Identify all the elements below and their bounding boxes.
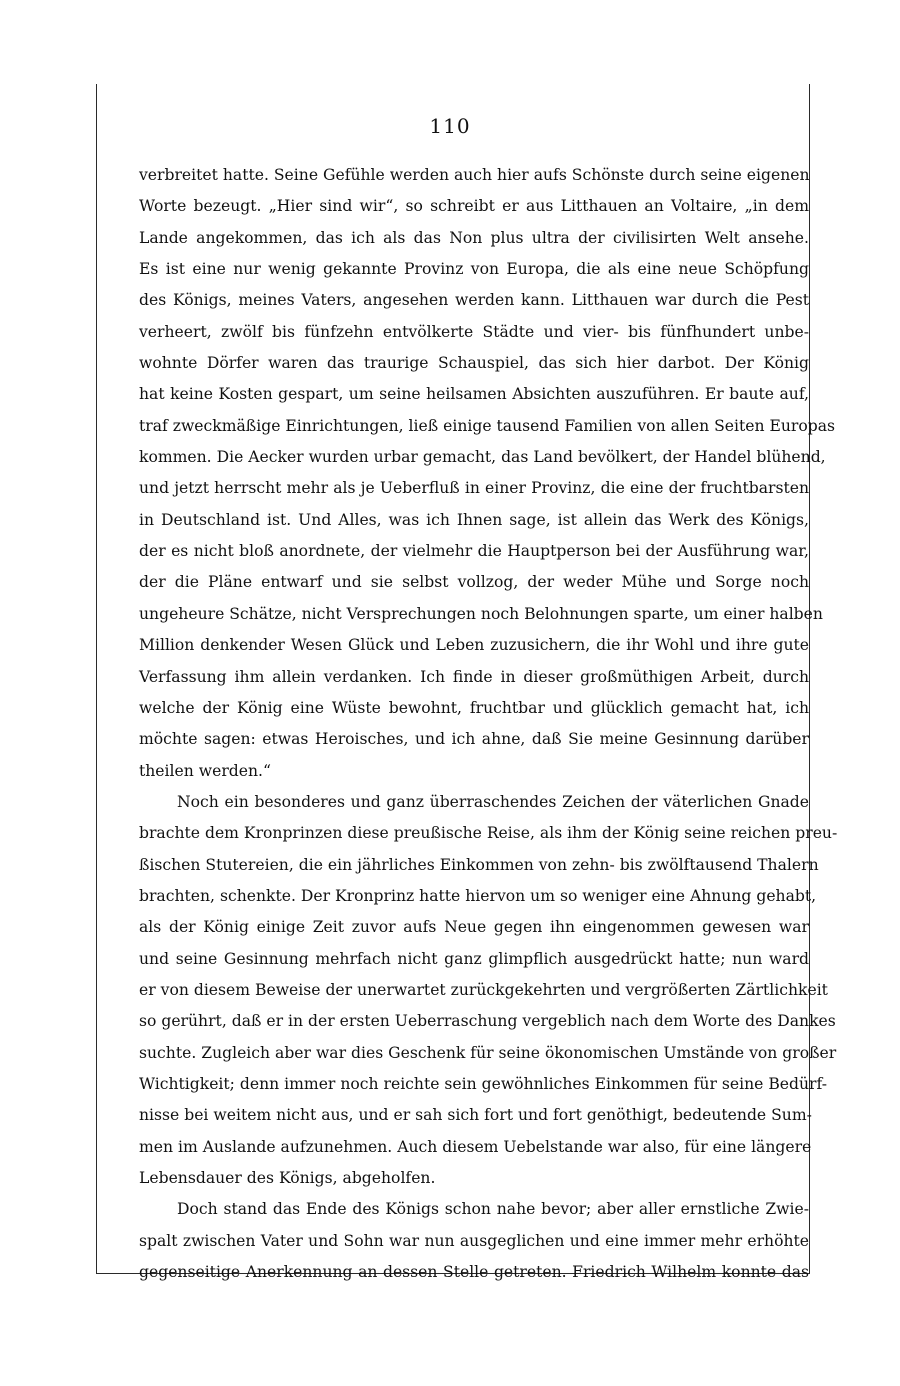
text-line: ungeheure Schätze, nicht Versprechungen noch Belohnungen sparte, um einer halben xyxy=(139,604,823,623)
text-line: theilen werden.“ xyxy=(139,761,271,780)
page-number: 110 xyxy=(429,114,471,138)
text-line: Verfassung ihm allein verdanken. Ich finde in dieser großmüthigen Arbeit, durch xyxy=(139,667,809,686)
text-line: Es ist eine nur wenig gekannte Provinz von Europa, die als eine neue Schöpfung xyxy=(139,260,809,279)
text-line: Wichtigkeit; denn immer noch reichte sein gewöhnliches Einkommen für seine Bedürf- xyxy=(139,1074,827,1093)
body-text xyxy=(139,160,838,1288)
text-line: brachten, schenkte. Der Kronprinz hatte hiervon um so weniger eine Ahnung gehabt, xyxy=(139,886,817,905)
text-line: der die Pläne entwarf und sie selbst vollzog, der weder Mühe und Sorge noch xyxy=(139,573,809,592)
text-line: Lande angekommen, das ich als das Non plus ultra der civilisirten Welt ansehe. xyxy=(139,228,809,247)
text-line: und jetzt herrscht mehr als je Ueberfluß in einer Provinz, die eine der fruchtbarsten xyxy=(139,479,809,498)
text-line: in Deutschland ist. Und Alles, was ich Ihnen sage, ist allein das Werk des Königs, xyxy=(139,510,809,529)
text-line: gegenseitige Anerkennung an dessen Stelle getreten. Friedrich Wilhelm konnte das xyxy=(139,1263,809,1282)
text-line: des Königs, meines Vaters, angesehen werden kann. Litthauen war durch die Pest xyxy=(139,291,809,310)
text-line: kommen. Die Aecker wurden urbar gemacht, das Land bevölkert, der Handel blühend, xyxy=(139,448,826,467)
text-line: suchte. Zugleich aber war dies Geschenk für seine ökonomischen Umstände von großer xyxy=(139,1043,837,1062)
text-line: Lebensdauer des Königs, abgeholfen. xyxy=(139,1169,436,1187)
text-line: er von diesem Beweise der unerwartet zurückgekehrten und vergrößerten Zärtlichkeit xyxy=(139,980,828,999)
text-line: wohnte Dörfer waren das traurige Schauspiel, das sich hier darbot. Der König xyxy=(139,354,809,373)
text-line: welche der König eine Wüste bewohnt, fruchtbar und glücklich gemacht hat, ich xyxy=(139,698,809,717)
text-line: als der König einige Zeit zuvor aufs Neue gegen ihn eingenommen gewesen war xyxy=(139,918,809,937)
text-line: so gerührt, daß er in der ersten Ueberraschung vergeblich nach dem Worte des Dankes xyxy=(139,1012,836,1031)
text-line: ßischen Stutereien, die ein jährliches Einkommen von zehn- bis zwölftausend Thalern xyxy=(139,855,819,874)
text-line: hat keine Kosten gespart, um seine heilsamen Absichten auszuführen. Er baute auf, xyxy=(139,385,809,404)
text-line: Noch ein besonderes und ganz überraschendes Zeichen der väterlichen Gnade xyxy=(177,792,809,811)
text-line: möchte sagen: etwas Heroisches, und ich ahne, daß Sie meine Gesinnung darüber xyxy=(139,730,809,749)
text-line: verbreitet hatte. Seine Gefühle werden auch hier aufs Schönste durch seine eigenen xyxy=(139,166,810,184)
text-line: Million denkender Wesen Glück und Leben zuzusichern, die ihr Wohl und ihre gute xyxy=(139,636,809,655)
text-line: men im Auslande aufzunehmen. Auch diesem Uebelstande war also, für eine längere xyxy=(139,1137,812,1156)
text-line: der es nicht bloß anordnete, der vielmehr die Hauptperson bei der Ausführung war, xyxy=(139,542,809,561)
text-line: nisse bei weitem nicht aus, und er sah sich fort und fort genöthigt, bedeutende Sum- xyxy=(139,1106,812,1125)
text-line: Doch stand das Ende des Königs schon nahe bevor; aber aller ernstliche Zwie- xyxy=(177,1200,809,1219)
text-line: traf zweckmäßige Einrichtungen, ließ einige tausend Familien von allen Seiten Europas xyxy=(139,416,836,435)
text-line: verheert, zwölf bis fünfzehn entvölkerte Städte und vier- bis fünfhundert unbe- xyxy=(139,322,809,341)
text-line: Worte bezeugt. „Hier sind wir“, so schreibt er aus Litthauen an Voltaire, „in dem xyxy=(139,197,809,216)
text-line: brachte dem Kronprinzen diese preußische Reise, als ihm der König seine reichen preu- xyxy=(139,824,838,843)
text-line: und seine Gesinnung mehrfach nicht ganz glimpflich ausgedrückt hatte; nun ward xyxy=(139,949,809,968)
text-line: spalt zwischen Vater und Sohn war nun ausgeglichen und eine immer mehr erhöhte xyxy=(139,1231,809,1250)
